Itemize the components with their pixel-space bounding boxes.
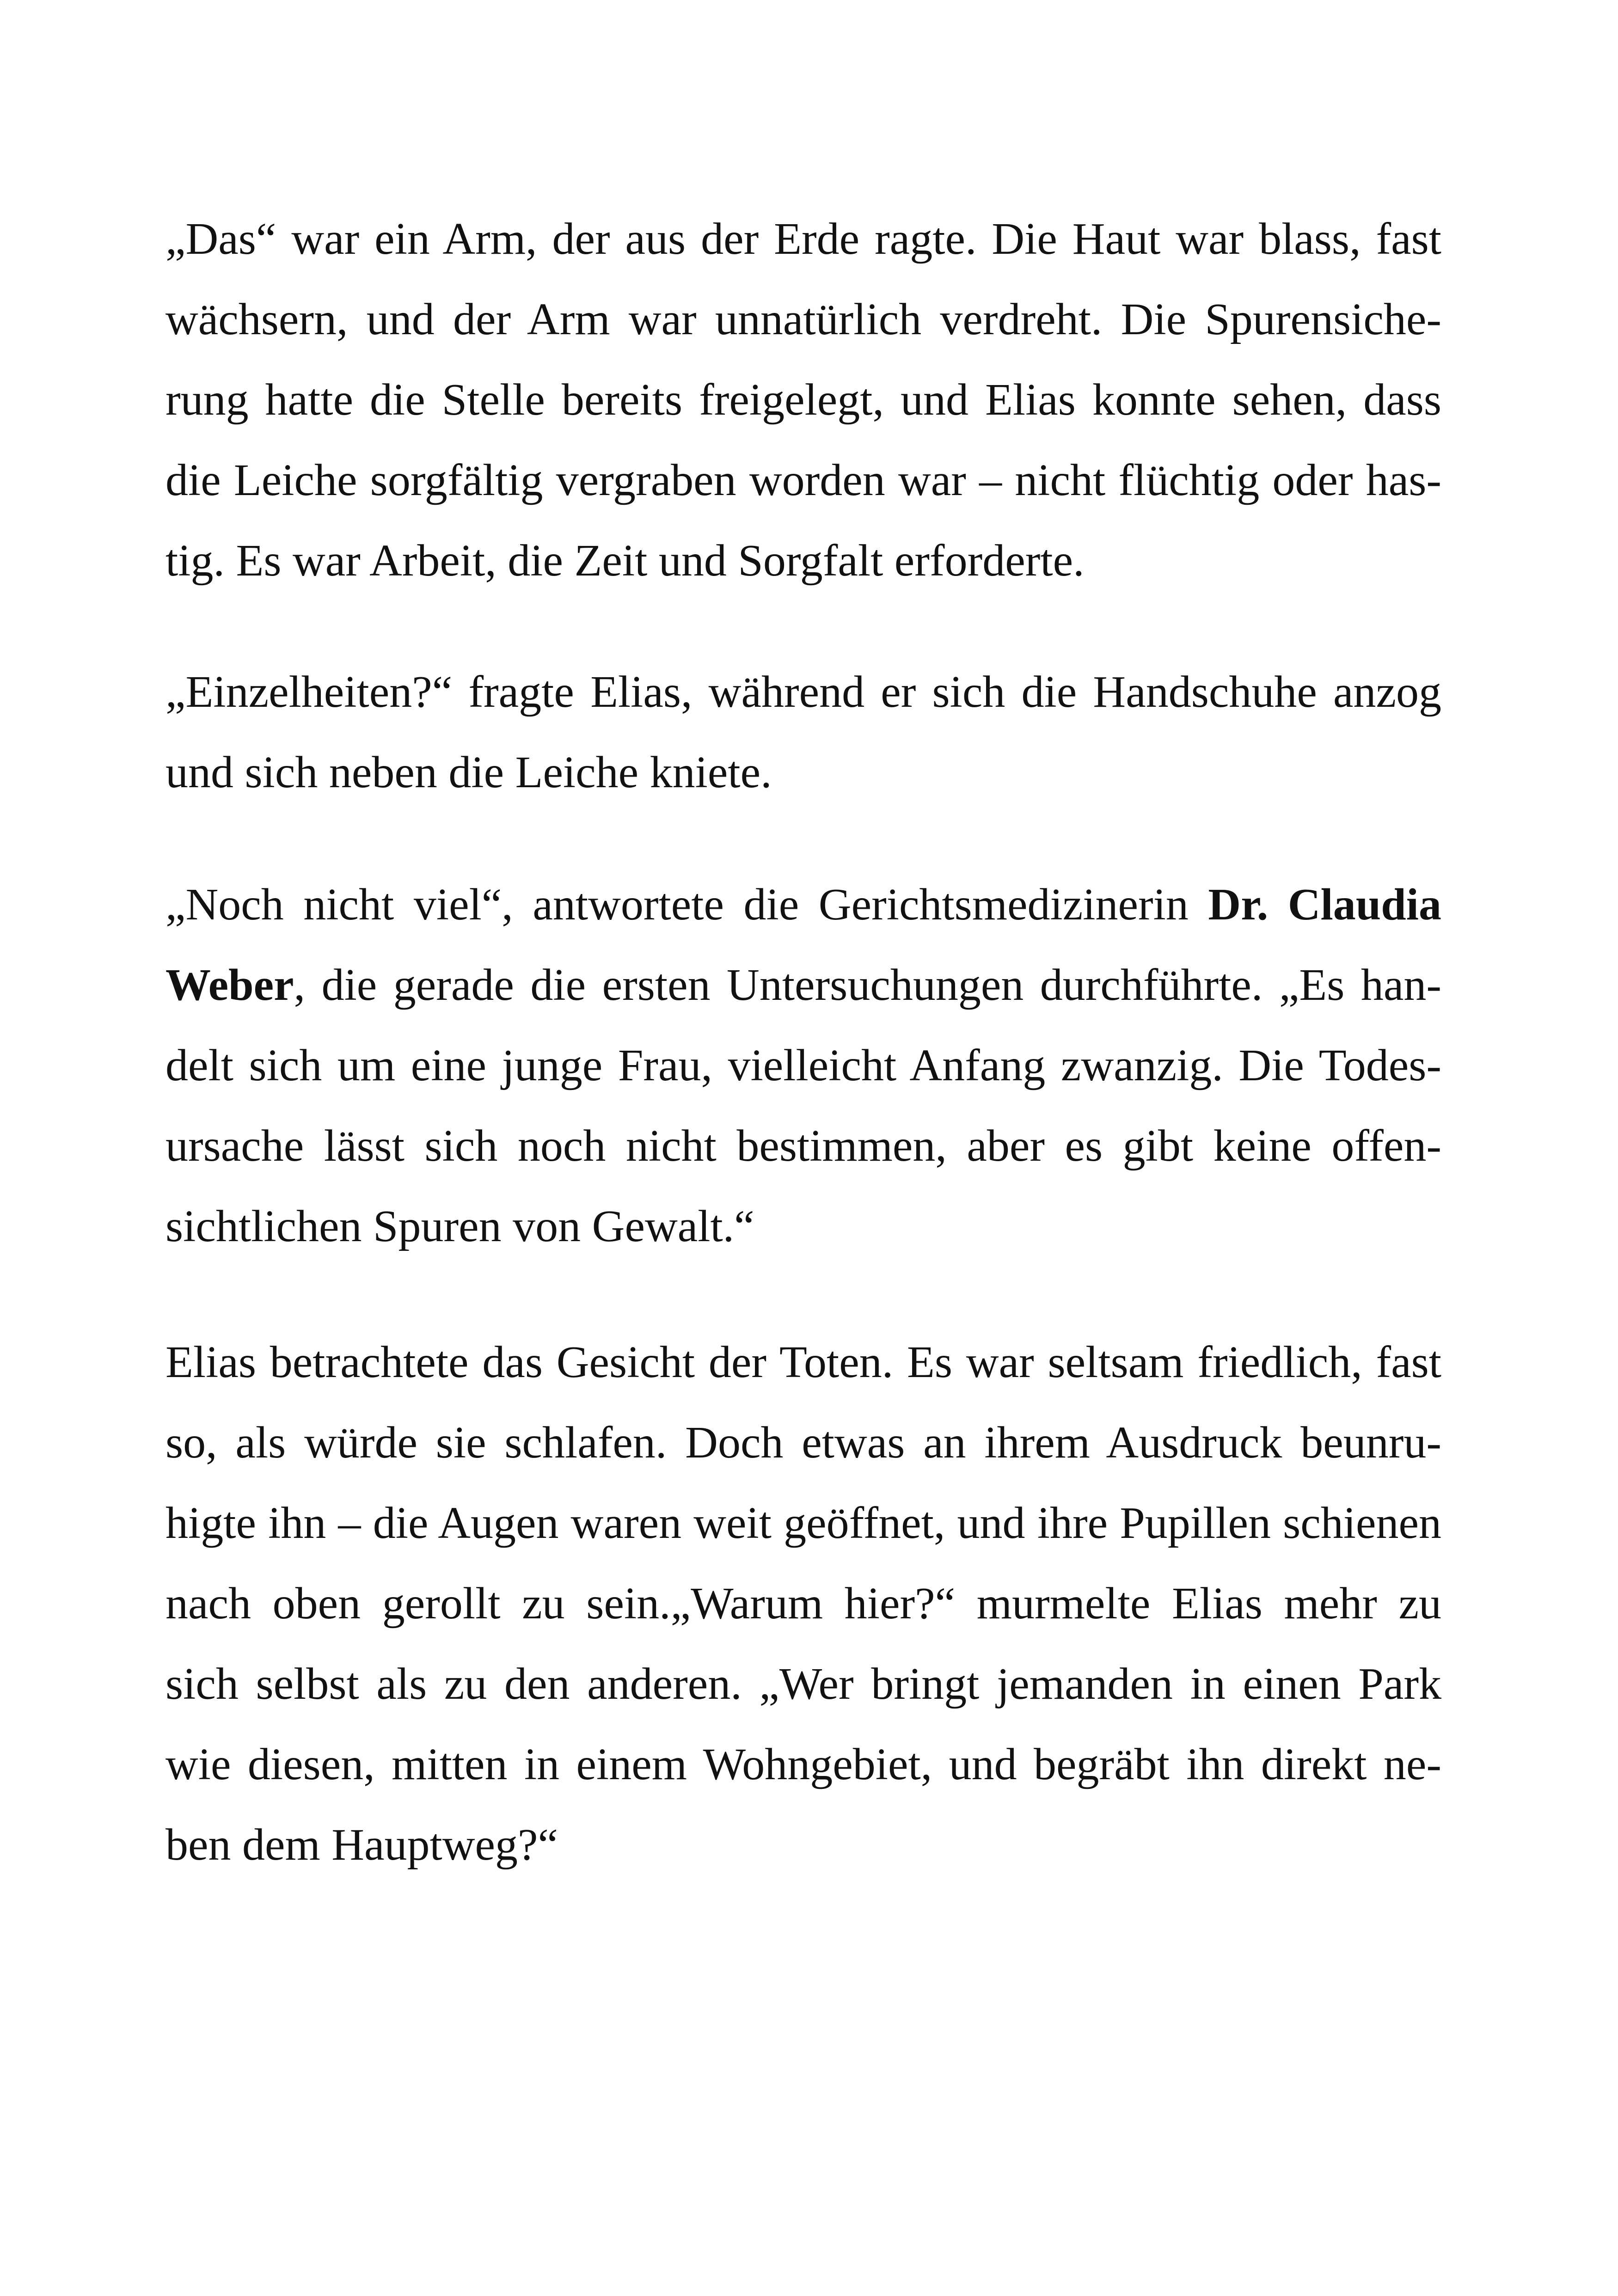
text-line: „Das“ war ein Arm, der aus der Erde ragte. Die Haut war blass, fast	[165, 214, 1441, 264]
person-name-bold: Weber	[165, 960, 294, 1010]
text-line: wie diesen, mitten in einem Wohngebiet, und begräbt ihn direkt ne-	[165, 1739, 1441, 1789]
text-line: die Leiche sorgfältig vergraben worden war – nicht flüchtig oder has-	[165, 455, 1441, 505]
text-line: rung hatte die Stelle bereits freigelegt, und Elias konnte sehen, dass	[165, 375, 1441, 425]
text-line: ben dem Hauptweg?“	[165, 1820, 558, 1870]
text-line	[165, 945, 1441, 1025]
text-line: higte ihn – die Augen waren weit geöffnet, und ihre Pupillen schienen	[165, 1498, 1441, 1548]
paragraph-1	[165, 199, 1441, 601]
text-line: nach oben gerollt zu sein.„Warum hier?“ murmelte Elias mehr zu	[165, 1579, 1441, 1629]
text-line: ursache lässt sich noch nicht bestimmen, aber es gibt keine offen-	[165, 1121, 1441, 1171]
text-run: „Noch nicht viel“, antwortete die Gerichtsmedizinerin	[165, 880, 1189, 930]
paragraph-3	[165, 864, 1441, 1267]
text-line: und sich neben die Leiche kniete.	[165, 747, 772, 797]
text-line: sichtlichen Spuren von Gewalt.“	[165, 1201, 754, 1251]
paragraph-2	[165, 652, 1441, 813]
text-line: delt sich um eine junge Frau, vielleicht Anfang zwanzig. Die Todes-	[165, 1041, 1441, 1090]
text-line	[165, 864, 1441, 945]
paragraph-4	[165, 1322, 1441, 1885]
text-line: Elias betrachtete das Gesicht der Toten. Es war seltsam friedlich, fast	[165, 1337, 1441, 1387]
text-line: wächsern, und der Arm war unnatürlich verdreht. Die Spurensiche-	[165, 294, 1441, 344]
text-line: so, als würde sie schlafen. Doch etwas an ihrem Ausdruck beunru-	[165, 1418, 1441, 1468]
text-line: sich selbst als zu den anderen. „Wer bringt jemanden in einen Park	[165, 1659, 1441, 1709]
person-name-bold: Dr. Claudia	[1208, 880, 1441, 930]
text-run: , die gerade die ersten Untersuchungen durchführte. „Es han-	[294, 960, 1441, 1010]
text-line: „Einzelheiten?“ fragte Elias, während er sich die Handschuhe anzog	[165, 667, 1441, 717]
text-line: tig. Es war Arbeit, die Zeit und Sorgfalt erforderte.	[165, 536, 1085, 586]
